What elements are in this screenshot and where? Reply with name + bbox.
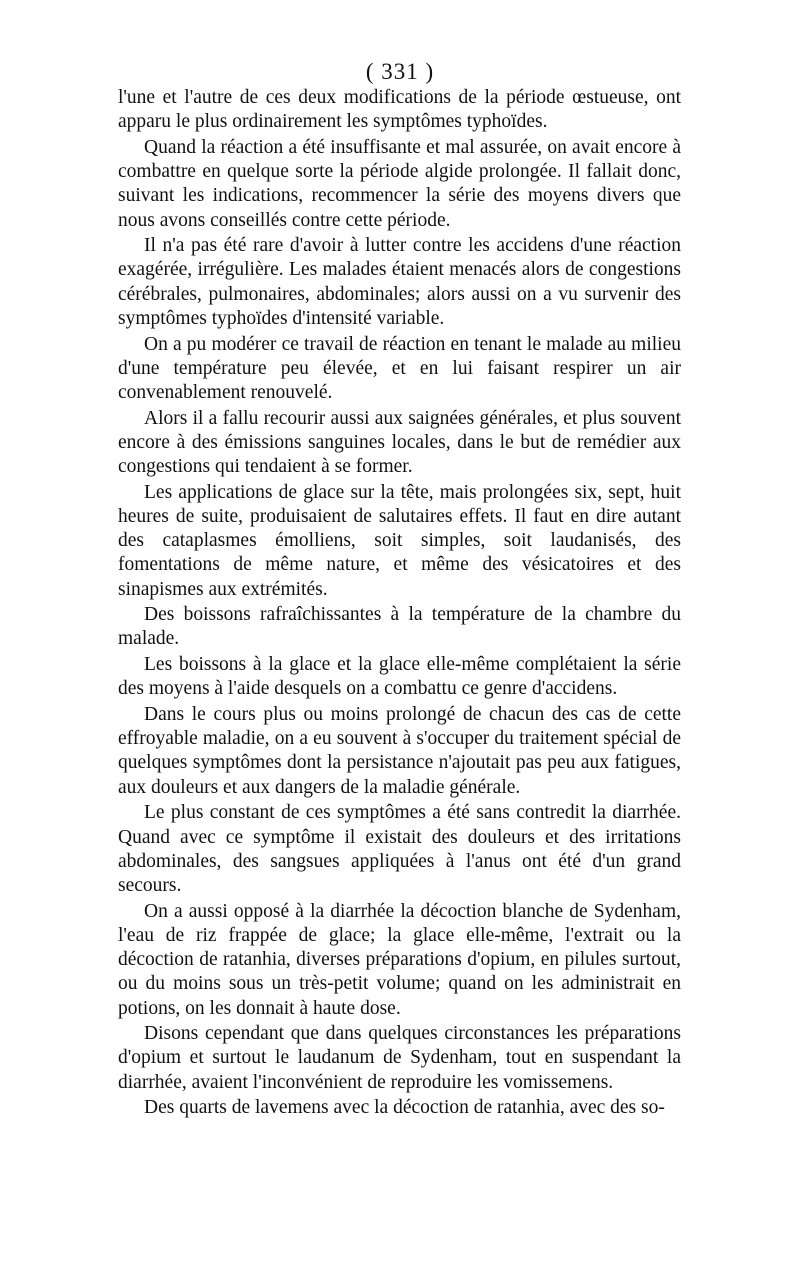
paragraph: Les boissons à la glace et la glace elle-même complétaient la série des moyens à l'aide desquels on a combattu ce genre d'accidens. (118, 654, 681, 700)
paragraph: Des quarts de lavemens avec la décoction de ratanhia, avec des so- (144, 1097, 665, 1119)
paragraph: l'une et l'autre de ces deux modifications de la période œstueuse, ont apparu le plus ordinairement les symptômes typhoïdes. (118, 87, 681, 133)
paragraph: Les applications de glace sur la tête, mais prolongées six, sept, huit heures de suite, produisaient de salutaires effets. Il faut en dire autant des cataplasmes émolliens, soit simples, soit laudanisés, des fomentations de même nature, et même des vésicatoires et des sinapismes aux extrémités. (118, 481, 681, 600)
paragraph: Des boissons rafraîchissantes à la température de la chambre du malade. (118, 604, 681, 650)
paragraph: Dans le cours plus ou moins prolongé de chacun des cas de cette effroyable maladie, on a eu souvent à s'occuper du traitement spécial de quelques symptômes dont la persistance n'ajoutait pas peu aux fatigues, aux douleurs et aux dangers de la maladie générale. (118, 704, 681, 798)
paragraph: Quand la réaction a été insuffisante et mal assurée, on avait encore à combattre en quelque sorte la période algide prolongée. Il fallait donc, suivant les indications, recommencer la série des moyens divers que nous avons conseillés contre cette période. (118, 136, 681, 231)
paragraph: On a pu modérer ce travail de réaction en tenant le malade au milieu d'une température peu élevée, et en lui faisant respirer un air convenablement renouvelé. (118, 333, 681, 403)
paragraph: Le plus constant de ces symptômes a été sans contredit la diarrhée. Quand avec ce symptôme il existait des douleurs et des irritations abdominales, des sangsues appliquées à l'anus ont été d'un grand secours. (118, 802, 681, 896)
paragraph: On a aussi opposé à la diarrhée la décoction blanche de Sydenham, l'eau de riz frappée de glace; la glace elle-même, l'extrait ou la décoction de ratanhia, diverses préparations d'opium, en pilules surtout, ou du moins sous un très-petit volume; quand on les administrait en potions, on les donnait à haute dose. (118, 900, 681, 1019)
paragraph: Il n'a pas été rare d'avoir à lutter contre les accidens d'une réaction exagérée, irrégulière. Les malades étaient menacés alors de congestions cérébrales, pulmonaires, abdominales; alors aussi on a vu survenir des symptômes typhoïdes d'intensité variable. (118, 235, 681, 329)
body-text (118, 86, 681, 1122)
page-number: ( 331 ) (365, 59, 435, 84)
paragraph: Disons cependant que dans quelques circonstances les préparations d'opium et surtout le laudanum de Sydenham, tout en suspendant la diarrhée, avaient l'inconvénient de reproduire les vomissemens. (118, 1023, 681, 1093)
paragraph: Alors il a fallu recourir aussi aux saignées générales, et plus souvent encore à des émissions sanguines locales, dans le but de remédier aux congestions qui tendaient à se former. (118, 407, 681, 478)
